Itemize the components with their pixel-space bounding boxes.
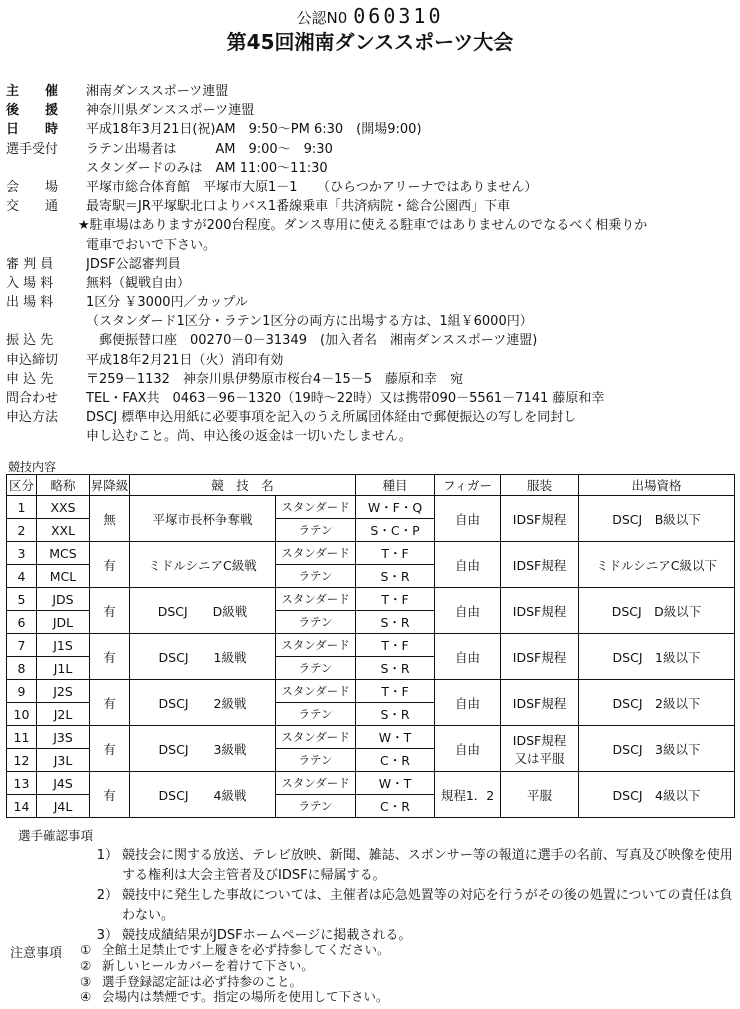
table-row: [7, 726, 735, 749]
dances-standard: T・F: [356, 542, 435, 565]
style-standard: スタンダード: [276, 772, 356, 795]
header-kubun: 区分: [7, 475, 37, 496]
header-dress: 服装: [501, 475, 579, 496]
event-info-list: [6, 82, 734, 447]
dances-standard: T・F: [356, 634, 435, 657]
style-latin: ラテン: [276, 657, 356, 680]
qualification-cell: DSCJ 3級以下: [579, 726, 735, 772]
division-abbrev: J3S: [37, 726, 90, 749]
division-abbrev: J4S: [37, 772, 90, 795]
info-row: [6, 370, 734, 389]
info-row: [6, 427, 734, 446]
division-abbrev: J1L: [37, 657, 90, 680]
dances-latin: S・R: [356, 565, 435, 588]
caution-title: 注意事項: [10, 946, 63, 961]
info-value: 平成18年3月21日(祝)AM 9:50～PM 6:30 (開場9:00): [86, 122, 422, 138]
dances-latin: S・R: [356, 703, 435, 726]
style-latin: ラテン: [276, 795, 356, 818]
caution-text: 全館土足禁止です上履きを必ず持参してください。: [102, 942, 390, 957]
info-value: スタンダードのみは AM 11:00～11:30: [86, 160, 328, 176]
header-promotion: 昇降級: [90, 475, 130, 496]
division-number: 5: [7, 588, 37, 611]
notes-list: [84, 846, 734, 946]
events-table: [6, 474, 735, 818]
division-number: 14: [7, 795, 37, 818]
dress-cell: [501, 726, 579, 772]
dress-text: IDSF規程: [512, 649, 567, 665]
division-number: 2: [7, 519, 37, 542]
info-row: [6, 255, 734, 274]
header-qualification: 出場資格: [579, 475, 735, 496]
info-label: 日 時: [6, 122, 59, 138]
division-number: 12: [7, 749, 37, 772]
info-label: 問合わせ: [6, 391, 59, 406]
note-text: 競技成績結果がJDSFホームページに掲載される。: [122, 928, 412, 943]
style-latin: ラテン: [276, 519, 356, 542]
style-standard: スタンダード: [276, 634, 356, 657]
note-text: 競技会に関する放送、テレビ放映、新聞、雑誌、スポンサー等の報道に選手の名前、写真及び映像を使用する権利は大会主管者及びIDSFに帰属する。: [122, 848, 733, 883]
dances-latin: S・R: [356, 657, 435, 680]
info-row: [6, 159, 734, 178]
division-abbrev: J2L: [37, 703, 90, 726]
official-number-value: 060310: [353, 4, 444, 28]
caution-text: 選手登録認定証は必ず持参のこと。: [102, 973, 303, 989]
table-header-row: [7, 475, 735, 496]
info-label: 主 催: [6, 84, 59, 99]
division-number: 11: [7, 726, 37, 749]
dances-latin: S・R: [356, 611, 435, 634]
info-label: [6, 312, 86, 331]
info-row: [6, 274, 734, 293]
info-value: ★駐車場はありますが200台程度。ダンス専用に使える駐車ではありませんのでなるべく相乗りか: [78, 218, 648, 234]
dress-cell: [501, 680, 579, 726]
division-number: 7: [7, 634, 37, 657]
qualification-cell: DSCJ D級以下: [579, 588, 735, 634]
caution-item: [80, 958, 720, 974]
info-value: 1区分 ￥3000円／カップル: [86, 295, 248, 311]
table-row: [7, 542, 735, 565]
info-value: 神奈川県ダンススポーツ連盟: [86, 103, 255, 119]
info-row: [6, 197, 734, 216]
info-value: （スタンダード1区分・ラテン1区分の両方に出場する方は、1組￥6000円）: [86, 314, 533, 330]
style-standard: スタンダード: [276, 680, 356, 703]
qualification-cell: DSCJ 2級以下: [579, 680, 735, 726]
info-value: 電車でおいで下さい。: [86, 237, 217, 253]
figure-cell: 自由: [435, 588, 501, 634]
info-row: [6, 312, 734, 331]
info-label: [6, 427, 86, 446]
info-row: [6, 82, 734, 101]
style-standard: スタンダード: [276, 588, 356, 611]
info-value: 平成18年2月21日（火）消印有効: [86, 352, 284, 368]
event-name: DSCJ 3級戦: [130, 726, 276, 772]
info-label: 後 援: [6, 103, 59, 119]
dress-text: 平服: [527, 787, 553, 803]
note-number: 1）: [96, 848, 118, 863]
caution-number: ①: [80, 942, 92, 957]
info-label: 選手受付: [6, 141, 59, 157]
dances-standard: T・F: [356, 680, 435, 703]
promotion-cell: 有: [90, 634, 130, 680]
division-number: 10: [7, 703, 37, 726]
division-abbrev: XXL: [37, 519, 90, 542]
promotion-cell: 有: [90, 588, 130, 634]
caution-number: ④: [80, 989, 92, 1005]
info-row: [6, 140, 734, 159]
info-row: [6, 216, 734, 235]
dances-latin: C・R: [356, 795, 435, 818]
dress-cell: [501, 542, 579, 588]
dress-cell: [501, 496, 579, 542]
info-label: [6, 159, 86, 178]
caution-item: [80, 989, 720, 1005]
info-label: 交 通: [6, 199, 59, 215]
qualification-cell: DSCJ 4級以下: [579, 772, 735, 818]
info-label: 会 場: [6, 179, 59, 195]
division-number: 13: [7, 772, 37, 795]
style-latin: ラテン: [276, 565, 356, 588]
info-value: 郵便振替口座 00270－0－31349 (加入者名 湘南ダンススポーツ連盟): [86, 333, 538, 349]
table-row: [7, 680, 735, 703]
dress-cell: [501, 634, 579, 680]
dances-standard: W・F・Q: [356, 496, 435, 519]
figure-cell: 自由: [435, 680, 501, 726]
division-abbrev: MCS: [37, 542, 90, 565]
caution-text: 新しいヒールカバーを着けて下さい。: [102, 957, 314, 973]
table-row: [7, 588, 735, 611]
figure-cell: 自由: [435, 542, 501, 588]
header-abbrev: 略称: [37, 475, 90, 496]
dress-alt-text: 又は平服: [514, 750, 565, 766]
dress-text: IDSF規程: [512, 732, 567, 748]
dances-standard: W・T: [356, 726, 435, 749]
qualification-cell: ミドルシニアC級以下: [579, 542, 735, 588]
header-figure: フィガー: [435, 475, 501, 496]
event-name: DSCJ 2級戦: [130, 680, 276, 726]
dress-text: IDSF規程: [512, 603, 567, 619]
event-name: DSCJ 4級戦: [130, 772, 276, 818]
info-value: 〒259－1132 神奈川県伊勢原市桜台4－15－5 藤原和幸 宛: [86, 371, 463, 387]
promotion-cell: 有: [90, 542, 130, 588]
info-label: 申込方法: [6, 410, 59, 426]
promotion-cell: 有: [90, 680, 130, 726]
events-section-label: 競技内容: [8, 460, 57, 474]
info-value: TEL・FAX共 0463－96－1320（19時～22時）又は携帯090－5561－7141 藤原和幸: [86, 391, 605, 406]
division-abbrev: XXS: [37, 496, 90, 519]
info-value: JDSF公認審判員: [86, 256, 181, 272]
info-label: 審 判 員: [6, 256, 54, 272]
info-row: [6, 331, 734, 350]
promotion-cell: 無: [90, 496, 130, 542]
info-value: 湘南ダンススポーツ連盟: [86, 84, 229, 99]
info-label: 振 込 先: [6, 333, 54, 349]
division-number: 6: [7, 611, 37, 634]
division-abbrev: J1S: [37, 634, 90, 657]
event-name: DSCJ 1級戦: [130, 634, 276, 680]
info-label: [6, 216, 86, 235]
style-standard: スタンダード: [276, 542, 356, 565]
division-number: 8: [7, 657, 37, 680]
style-latin: ラテン: [276, 703, 356, 726]
caution-text: 会場内は禁煙です。指定の場所を使用して下さい。: [102, 989, 389, 1005]
page-title: 第45回湘南ダンススポーツ大会: [226, 30, 514, 54]
info-label: 申 込 先: [6, 371, 54, 387]
division-abbrev: J3L: [37, 749, 90, 772]
info-row: [6, 293, 734, 312]
dress-cell: [501, 588, 579, 634]
division-number: 4: [7, 565, 37, 588]
info-label: 入 場 料: [6, 275, 54, 291]
info-row: [6, 120, 734, 139]
info-row: [6, 101, 734, 120]
header-dances: 種目: [356, 475, 435, 496]
info-row: [6, 351, 734, 370]
event-name: DSCJ D級戦: [130, 588, 276, 634]
division-abbrev: JDL: [37, 611, 90, 634]
division-abbrev: J4L: [37, 795, 90, 818]
figure-cell: 自由: [435, 726, 501, 772]
table-row: [7, 496, 735, 519]
info-value: 平塚市総合体育館 平塚市大原1－1 （ひらつかアリーナではありません）: [86, 179, 538, 195]
info-row: [6, 389, 734, 408]
table-row: [7, 634, 735, 657]
qualification-cell: DSCJ 1級以下: [579, 634, 735, 680]
table-row: [7, 772, 735, 795]
info-row: [6, 408, 734, 427]
division-number: 1: [7, 496, 37, 519]
division-abbrev: MCL: [37, 565, 90, 588]
promotion-cell: 有: [90, 772, 130, 818]
style-latin: ラテン: [276, 611, 356, 634]
info-row: [6, 178, 734, 197]
info-value: DSCJ 標準申込用紙に必要事項を記入のうえ所属団体経由で郵便振込の写しを同封し: [86, 410, 577, 426]
dress-text: IDSF規程: [512, 695, 567, 711]
dress-text: IDSF規程: [512, 511, 567, 527]
note-item: [84, 846, 734, 886]
promotion-cell: 有: [90, 726, 130, 772]
notes-title: 選手確認事項: [18, 828, 94, 843]
dances-standard: W・T: [356, 772, 435, 795]
info-value: 申し込むこと。尚、申込後の返金は一切いたしません。: [86, 429, 412, 445]
note-item: [84, 886, 734, 926]
info-value: 無料（観戦自由）: [86, 275, 191, 291]
info-label: 出 場 料: [6, 295, 54, 311]
caution-item: [80, 942, 720, 958]
info-label: [6, 236, 86, 255]
caution-number: ②: [80, 957, 92, 973]
style-standard: スタンダード: [276, 726, 356, 749]
dress-text: IDSF規程: [512, 557, 567, 573]
note-number: 2）: [96, 888, 118, 903]
info-value: 最寄駅＝JR平塚駅北口よりバス1番線乗車「共済病院・総合公園西」下車: [86, 199, 511, 215]
event-name: ミドルシニアC級戦: [130, 542, 276, 588]
official-number-label: 公認N0: [296, 9, 348, 27]
dances-standard: T・F: [356, 588, 435, 611]
info-label: 申込締切: [6, 352, 59, 368]
info-value: ラテン出場者は AM 9:00～ 9:30: [86, 141, 333, 157]
qualification-cell: DSCJ B級以下: [579, 496, 735, 542]
figure-cell: 規程1．2: [435, 772, 501, 818]
caution-list: [80, 942, 720, 1005]
style-latin: ラテン: [276, 749, 356, 772]
dances-latin: S・C・P: [356, 519, 435, 542]
note-text: 競技中に発生した事故については、主催者は応急処置等の対応を行うがその後の処置についての責任は負わない。: [122, 888, 733, 923]
official-number: [0, 4, 740, 28]
division-number: 9: [7, 680, 37, 703]
dress-cell: [501, 772, 579, 818]
division-abbrev: J2S: [37, 680, 90, 703]
header-event-name: 競 技 名: [130, 475, 356, 496]
style-standard: スタンダード: [276, 496, 356, 519]
note-number: 3）: [96, 928, 118, 943]
division-number: 3: [7, 542, 37, 565]
figure-cell: 自由: [435, 634, 501, 680]
info-row: [6, 236, 734, 255]
caution-item: [80, 974, 720, 990]
dances-latin: C・R: [356, 749, 435, 772]
figure-cell: 自由: [435, 496, 501, 542]
caution-number: ③: [80, 973, 92, 989]
division-abbrev: JDS: [37, 588, 90, 611]
event-name: 平塚市長杯争奪戦: [130, 496, 276, 542]
